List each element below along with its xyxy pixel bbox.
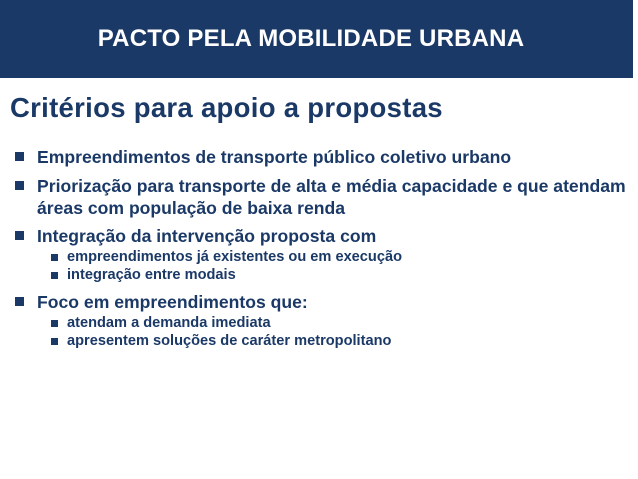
bullet-text: Integração da intervenção proposta com xyxy=(37,226,377,246)
slide-subtitle: Critérios para apoio a propostas xyxy=(10,92,443,123)
bullet-text: Priorização para transporte de alta e média capacidade e que atendam áreas com população de baixa renda xyxy=(37,176,626,218)
bullet-text: Foco em empreendimentos que: xyxy=(37,292,308,312)
square-bullet-icon xyxy=(15,152,24,161)
square-bullet-icon xyxy=(15,231,24,240)
sub-bullet-item xyxy=(13,333,633,350)
bullet-item xyxy=(13,146,633,168)
bullet-item xyxy=(13,225,633,247)
sub-bullet-text: atendam a demanda imediata xyxy=(67,315,271,331)
sub-bullet-item xyxy=(13,249,633,266)
square-bullet-icon xyxy=(15,181,24,190)
square-bullet-icon xyxy=(51,320,58,327)
sub-bullet-text: integração entre modais xyxy=(67,267,236,283)
bullet-item xyxy=(13,291,633,313)
sub-bullet-item xyxy=(13,267,633,284)
header-banner xyxy=(0,0,638,78)
square-bullet-icon xyxy=(51,272,58,279)
sub-bullet-item xyxy=(13,315,633,332)
slide-title: PACTO PELA MOBILIDADE URBANA xyxy=(97,25,525,52)
square-bullet-icon xyxy=(51,338,58,345)
square-bullet-icon xyxy=(15,297,24,306)
bullet-item xyxy=(13,175,633,219)
square-bullet-icon xyxy=(51,254,58,261)
banner-accent xyxy=(633,0,638,78)
bullet-text: Empreendimentos de transporte público coletivo urbano xyxy=(37,147,512,167)
sub-bullet-text: apresentem soluções de caráter metropolitano xyxy=(67,333,392,349)
bullet-list xyxy=(13,146,633,351)
sub-bullet-text: empreendimentos já existentes ou em execução xyxy=(67,249,402,265)
